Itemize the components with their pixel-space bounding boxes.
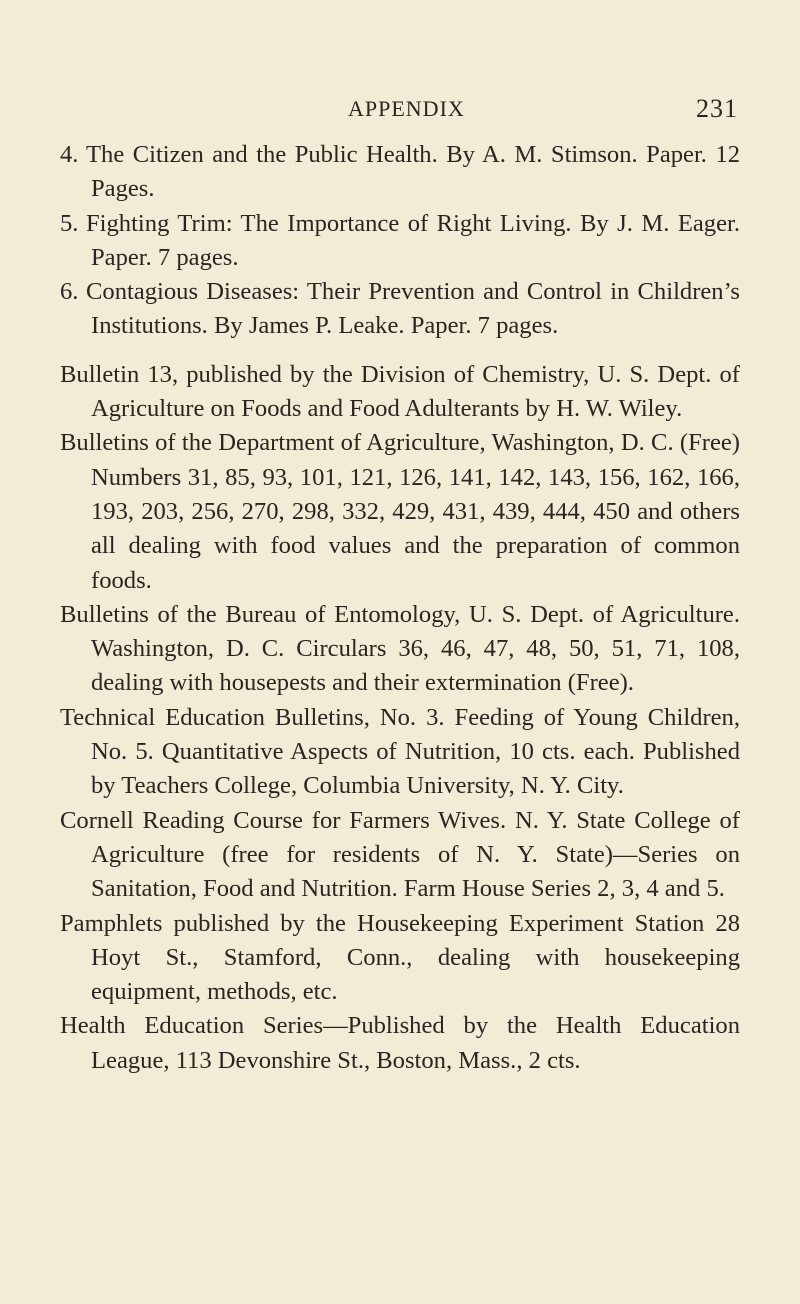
entry-text: Fighting Trim: The Importance of Right Living. By J. M. Eager. Paper. 7 pages. [86, 209, 740, 271]
running-title: APPENDIX [348, 96, 465, 121]
bibliography-entry [60, 426, 740, 597]
entry-text: Bulletin 13, published by the Division of Chemistry, U. S. Dept. of Agriculture on Foods and Food Adulterants by H. W. Wiley. [60, 360, 740, 423]
numbered-entry [60, 275, 740, 344]
entry-number: 6. [60, 278, 79, 306]
bibliography-entry [60, 907, 740, 1010]
bibliography-entry [60, 804, 740, 907]
running-head [58, 96, 738, 126]
entry-text: Bulletins of the Department of Agriculture, Washington, D. C. (Free) Numbers 31, 85, 93, 101, 121, 126, 141, 142, 143, 156, 162, 166, 193, 203, 256, 270, 298, 332, 429, 431, 439, 444, 450 and others all dealing with food values and the preparation of common foods. [60, 429, 740, 594]
entry-number: 4. [60, 141, 79, 168]
bibliography-entry [60, 358, 740, 427]
entry-text: Bulletins of the Bureau of Entomology, U. S. Dept. of Agriculture. Washington, D. C. Circulars 36, 46, 47, 48, 50, 51, 71, 108, dealing with housepests and their extermination (Free). [60, 600, 740, 697]
entry-text: Health Education Series—Published by the Health Education League, 113 Devonshire St., Boston, Mass., 2 cts. [60, 1012, 740, 1074]
entry-number: 5. [60, 209, 79, 237]
numbered-entry [60, 207, 740, 276]
entry-text: Cornell Reading Course for Farmers Wives. N. Y. State College of Agriculture (free for residents of N. Y. State)—Series on Sanitation, Food and Nutrition. Farm House Series 2, 3, 4 and 5. [60, 806, 740, 903]
page-number: 231 [696, 94, 738, 123]
entry-text: Contagious Diseases: Their Prevention and Control in Children’s Institutions. By James P. Leake. Paper. 7 pages. [86, 278, 740, 340]
bibliography-entry [60, 1009, 740, 1078]
body-text [60, 138, 740, 1078]
entry-text: Pamphlets published by the Housekeeping Experiment Station 28 Hoyt St., Stamford, Conn., dealing with housekeeping equipment, methods, etc. [60, 909, 740, 1006]
bibliography-entry [60, 701, 740, 804]
numbered-entry [60, 138, 740, 207]
entry-text: Technical Education Bulletins, No. 3. Feeding of Young Children, No. 5. Quantitative Aspects of Nutrition, 10 cts. each. Published by Teachers College, Columbia University, N. Y. City. [60, 703, 740, 800]
entry-text: The Citizen and the Public Health. By A. M. Stimson. Paper. 12 Pages. [86, 141, 740, 203]
bibliography-entry [60, 598, 740, 701]
